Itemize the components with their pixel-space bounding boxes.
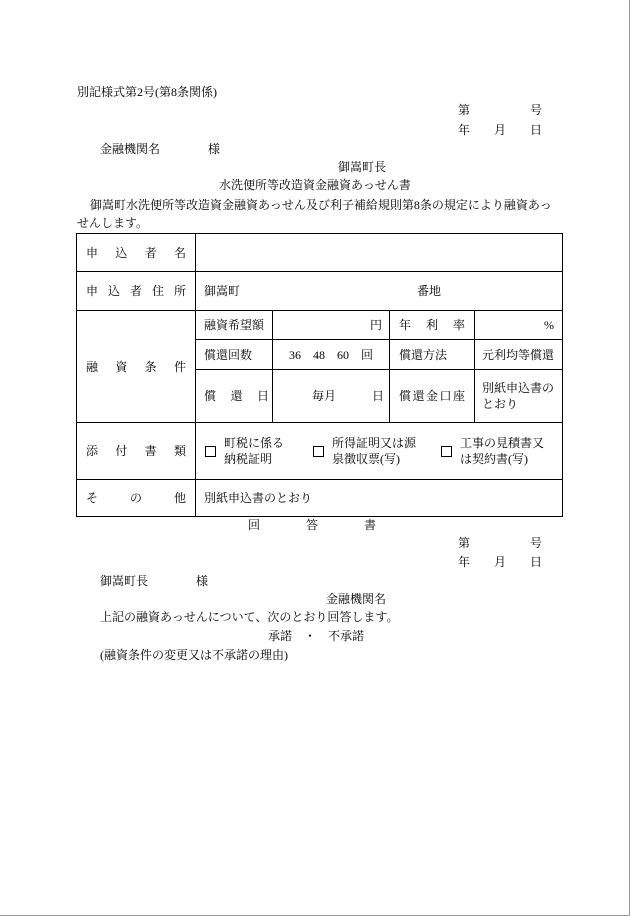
label-char: 所 bbox=[173, 284, 186, 298]
applicant-address-label bbox=[86, 283, 186, 299]
reply-date: 年 月 日 bbox=[458, 555, 543, 569]
label-char: 他 bbox=[173, 491, 186, 505]
label-char: 還 bbox=[412, 389, 425, 403]
other-value-cell bbox=[196, 480, 563, 517]
attachment-label: 工事の見積書又は契約書(写) bbox=[460, 436, 545, 466]
label-char: 融 bbox=[86, 359, 99, 374]
label-char: 込 bbox=[115, 245, 128, 260]
repayment-account-value-cell bbox=[475, 370, 563, 423]
label-char: の bbox=[129, 491, 142, 505]
reply-addressee: 御嵩町長 様 bbox=[100, 574, 209, 588]
application-table bbox=[76, 233, 563, 517]
reply-sender: 金融機関名 bbox=[326, 592, 387, 606]
document-number: 第 号 bbox=[458, 103, 543, 117]
reply-reason-label: (融資条件の変更又は不承諾の理由) bbox=[100, 648, 288, 662]
reply-body: 上記の融資あっせんについて、次のとおり回答します。 bbox=[100, 610, 399, 624]
label-char: 者 bbox=[129, 284, 142, 298]
row-attachments bbox=[77, 423, 563, 480]
reply-choice: 承諾 ・ 不承諾 bbox=[268, 629, 365, 643]
label-char: 条 bbox=[144, 359, 157, 374]
checkbox-icon bbox=[205, 446, 216, 457]
label-char: 申 bbox=[86, 245, 99, 260]
label-char: 利 bbox=[425, 318, 438, 332]
body-text: 御嵩町水洗便所等改造資金融資あっせん及び利子補給規則第8条の規定により融資あっせんします。 bbox=[77, 198, 552, 230]
checkbox-icon bbox=[313, 446, 324, 457]
attachment-item bbox=[441, 423, 544, 479]
sender: 御嵩町長 bbox=[338, 160, 387, 174]
repayment-method-value: 元利均等償還 bbox=[475, 340, 563, 370]
label-char: 還 bbox=[230, 389, 243, 403]
label-char: 回 bbox=[248, 518, 261, 532]
document-title: 水洗便所等改造資金融資あっせん書 bbox=[219, 178, 411, 192]
label-char: 申 bbox=[86, 284, 99, 298]
label-char: 日 bbox=[256, 389, 269, 403]
applicant-address-value-cell bbox=[196, 272, 563, 311]
label-char: 件 bbox=[173, 359, 186, 374]
attachment-label: 所得証明又は源泉徴収票(写) bbox=[332, 436, 417, 466]
label-char: 座 bbox=[452, 389, 465, 403]
applicant-name-value-cell bbox=[196, 234, 563, 272]
attachment-item bbox=[313, 423, 416, 479]
label-char: 住 bbox=[151, 284, 164, 298]
other-label bbox=[86, 490, 186, 506]
repayment-day-label-cell bbox=[196, 370, 273, 423]
address-suffix: 番地 bbox=[417, 284, 442, 298]
label-char: 書 bbox=[363, 518, 376, 532]
address-line bbox=[196, 272, 562, 310]
label-char: 名 bbox=[173, 245, 186, 260]
label-char: そ bbox=[86, 491, 99, 505]
loan-conditions-label bbox=[86, 359, 186, 375]
applicant-name-label-cell bbox=[77, 234, 196, 272]
label-char: 書 bbox=[144, 444, 157, 458]
applicant-address-label-cell bbox=[77, 272, 196, 311]
label-char: 年 bbox=[399, 318, 412, 332]
label-char: 込 bbox=[107, 284, 120, 298]
interest-rate-unit: % bbox=[475, 311, 563, 340]
attachments-list bbox=[196, 423, 562, 479]
document-date: 年 月 日 bbox=[458, 123, 543, 137]
repayment-account-value: 別紙申込書のとおり bbox=[482, 381, 555, 411]
label-char: 付 bbox=[115, 444, 128, 458]
address-prefix: 御嵩町 bbox=[204, 284, 241, 298]
label-char: 口 bbox=[439, 389, 452, 403]
interest-rate-label bbox=[399, 317, 465, 333]
row-applicant-address bbox=[77, 272, 563, 311]
applicant-name-label bbox=[86, 245, 186, 261]
addressee: 金融機関名 様 bbox=[100, 142, 221, 156]
repayment-count-label: 償還回数 bbox=[196, 340, 273, 370]
row-other bbox=[77, 480, 563, 517]
label-char: 類 bbox=[173, 444, 186, 458]
reply-document-number: 第 号 bbox=[458, 536, 543, 550]
loan-conditions-label-cell bbox=[77, 311, 196, 423]
repayment-account-label bbox=[399, 388, 465, 404]
checkbox-icon bbox=[441, 446, 452, 457]
repayment-day-value: 毎月 日 bbox=[273, 370, 390, 423]
label-char: 者 bbox=[144, 245, 157, 260]
repayment-account-label-cell bbox=[390, 370, 475, 423]
repayment-day-label bbox=[204, 388, 269, 404]
interest-rate-label-cell bbox=[390, 311, 475, 340]
form-number: 別記様式第2号(第8条関係) bbox=[77, 85, 217, 99]
label-char: 償 bbox=[399, 389, 412, 403]
reply-title bbox=[248, 516, 376, 534]
row-applicant-name bbox=[77, 234, 563, 272]
loan-amount-label: 融資希望額 bbox=[196, 311, 273, 340]
other-value: 別紙申込書のとおり bbox=[204, 491, 313, 505]
repayment-count-value: 36 48 60 回 bbox=[273, 340, 390, 370]
label-char: 答 bbox=[305, 518, 318, 532]
label-char: 金 bbox=[425, 389, 438, 403]
row-loan-amount bbox=[77, 311, 563, 340]
label-char: 償 bbox=[204, 389, 217, 403]
attachments-label bbox=[86, 443, 186, 459]
label-char: 率 bbox=[452, 318, 465, 332]
attachment-label: 町税に係る納税証明 bbox=[224, 436, 285, 466]
label-char: 添 bbox=[86, 444, 99, 458]
attachments-label-cell bbox=[77, 423, 196, 480]
attachment-item bbox=[205, 423, 284, 479]
repayment-method-label: 償還方法 bbox=[390, 340, 475, 370]
loan-amount-unit: 円 bbox=[273, 311, 390, 340]
attachments-value-cell bbox=[196, 423, 563, 480]
other-label-cell bbox=[77, 480, 196, 517]
label-char: 資 bbox=[115, 359, 128, 374]
